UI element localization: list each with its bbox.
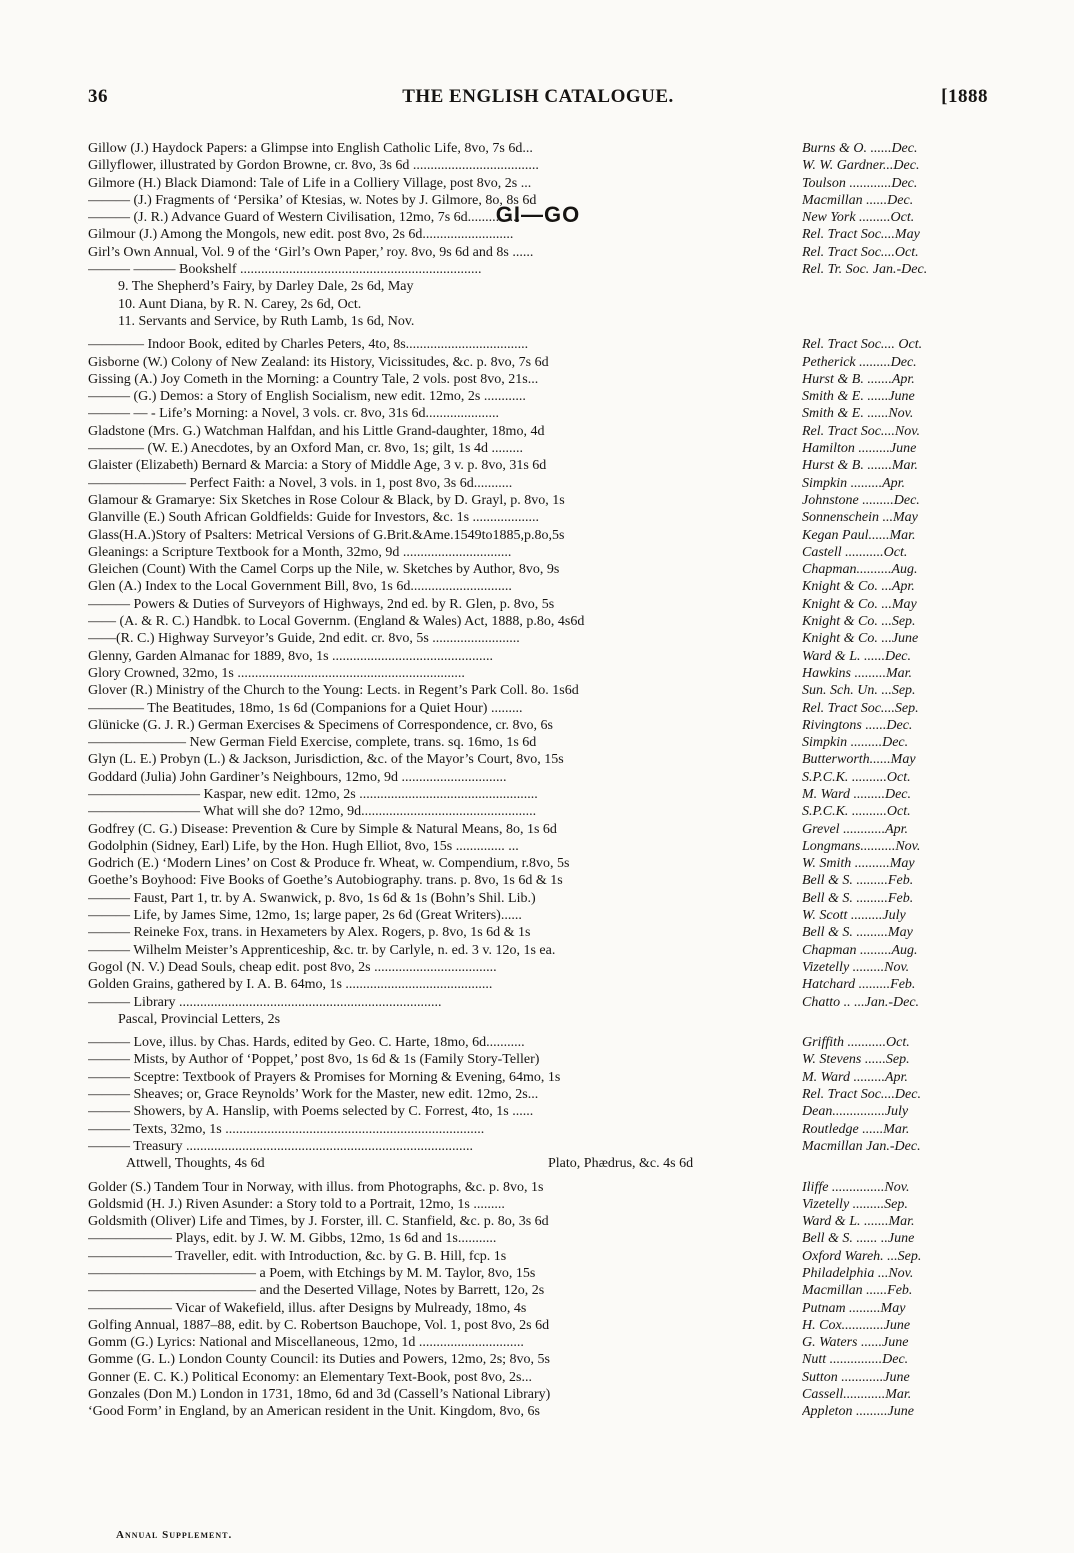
catalogue-entry bbox=[88, 1334, 988, 1351]
catalogue-entry bbox=[88, 803, 988, 820]
entry-title: ———————————— and the Deserted Village, Notes by Barrett, 12o, 2s bbox=[88, 1283, 545, 1299]
entry-title: ———————————— a Poem, with Etchings by M. M. Taylor, 8vo, 15s bbox=[88, 1266, 536, 1281]
running-header bbox=[88, 86, 988, 110]
catalogue-entry bbox=[88, 1248, 988, 1265]
entry-title: ———— (W. E.) Anecdotes, by an Oxford Man, cr. 8vo, 1s; gilt, 1s 4d ......... bbox=[88, 441, 523, 457]
entry-publisher: Rel. Tract Soc....Oct. bbox=[802, 244, 919, 260]
entry-title: ——— Mists, by Author of ‘Poppet,’ post 8vo, 1s 6d & 1s (Family Story-Teller) bbox=[88, 1052, 540, 1068]
entry-title: Girl’s Own Annual, Vol. 9 of the ‘Girl’s Own Paper,’ roy. 8vo, 9s 6d and 8s ...... bbox=[88, 244, 534, 260]
entry-title: Glanville (E.) South African Goldfields: Guide for Investors, &c. 1s ................... bbox=[88, 510, 540, 526]
catalogue-entry bbox=[88, 976, 988, 993]
entry-title: ——————— Perfect Faith: a Novel, 3 vols. in 1, post 8vo, 3s 6d........... bbox=[88, 475, 513, 491]
catalogue-entry bbox=[88, 1213, 988, 1230]
entry-title: ‘Good Form’ in England, by an American resident in the Unit. Kingdom, 8vo, 6s bbox=[88, 1404, 540, 1420]
entry-title: Gladstone (Mrs. G.) Watchman Halfdan, and his Little Grand-daughter, 18mo, 4d bbox=[88, 423, 545, 439]
catalogue-entry bbox=[88, 872, 988, 889]
entry-title: ——— (G.) Demos: a Story of English Socialism, new edit. 12mo, 2s ............ bbox=[88, 389, 526, 405]
entry-title: ———— The Beatitudes, 18mo, 1s 6d (Companions for a Quiet Hour) ......... bbox=[88, 700, 523, 716]
entry-title: Golder (S.) Tandem Tour in Norway, with illus. from Photographs, &c. p. 8vo, 1s bbox=[88, 1179, 544, 1195]
entry-publisher: Nutt ...............Dec. bbox=[802, 1352, 909, 1368]
entry-title: ——— Love, illus. by Chas. Hards, edited by Geo. C. Harte, 18mo, 6d........... bbox=[88, 1035, 525, 1051]
catalogue-entry bbox=[88, 1051, 988, 1068]
catalogue-entry bbox=[88, 388, 988, 405]
entry-publisher: Hurst & B. .......Mar. bbox=[802, 458, 918, 474]
entry-title: ——— (J. R.) Advance Guard of Western Civilisation, 12mo, 7s 6d............... bbox=[88, 210, 521, 226]
entry-publisher: Hamilton .........June bbox=[802, 441, 917, 457]
entry-title: Goldsmith (Oliver) Life and Times, by J. Forster, ill. C. Stanfield, &c. p. 8o, 3s 6d bbox=[88, 1214, 549, 1230]
entry-title: Gillyflower, illustrated by Gordon Browne, cr. 8vo, 3s 6d .................................... bbox=[88, 158, 539, 174]
entry-title: Golden Grains, gathered by I. A. B. 64mo, 1s .......................................... bbox=[88, 977, 493, 993]
catalogue-entry bbox=[88, 648, 988, 665]
catalogue-entry bbox=[88, 1351, 988, 1368]
entry-publisher: Kegan Paul......Mar. bbox=[802, 527, 916, 543]
catalogue-entry bbox=[88, 226, 988, 243]
catalogue-entry bbox=[88, 492, 988, 509]
catalogue-entry bbox=[88, 1103, 988, 1120]
entry-publisher: Butterworth......May bbox=[802, 752, 916, 768]
catalogue-entry bbox=[88, 821, 988, 838]
entry-publisher: Putnam .........May bbox=[802, 1300, 906, 1316]
entry-title: ——(R. C.) Highway Surveyor’s Guide, 2nd edit. cr. 8vo, 5s ......................... bbox=[88, 631, 520, 647]
catalogue-entry bbox=[88, 423, 988, 440]
entry-publisher: Knight & Co. ...May bbox=[802, 596, 917, 612]
entry-publisher: Bell & S. .........Feb. bbox=[802, 873, 914, 889]
entry-title: Godolphin (Sidney, Earl) Life, by the Hon. Hugh Elliot, 8vo, 15s .............. ... bbox=[88, 838, 519, 854]
catalogue-entry bbox=[88, 907, 988, 924]
catalogue-entry bbox=[88, 261, 988, 278]
catalogue-entry bbox=[88, 1034, 988, 1051]
entry-publisher: Petherick .........Dec. bbox=[802, 354, 917, 370]
catalogue-entry bbox=[88, 244, 988, 261]
catalogue-entry bbox=[88, 682, 988, 699]
catalogue-entries bbox=[88, 140, 988, 1421]
entry-title: Glory Crowned, 32mo, 1s ................................................................. bbox=[88, 665, 465, 681]
entry-title: ——— Treasury .................................................................................. bbox=[88, 1138, 474, 1154]
entry-publisher: Smith & E. ......June bbox=[802, 389, 915, 405]
catalogue-entry bbox=[88, 786, 988, 803]
entry-publisher: Toulson ............Dec. bbox=[802, 175, 918, 191]
entry-title: Gisborne (W.) Colony of New Zealand: its History, Vicissitudes, &c. p. 8vo, 7s 6d bbox=[88, 354, 549, 370]
catalogue-entry bbox=[88, 313, 988, 330]
entry-title: Gilmour (J.) Among the Mongols, new edit. post 8vo, 2s 6d.......................... bbox=[88, 227, 514, 243]
entry-publisher: M. Ward .........Apr. bbox=[802, 1069, 908, 1085]
catalogue-entry bbox=[88, 1121, 988, 1138]
entry-publisher: Sutton ............June bbox=[802, 1369, 910, 1385]
entry-title: ——— — - Life’s Morning: a Novel, 3 vols. cr. 8vo, 31s 6d..................... bbox=[88, 406, 500, 422]
catalogue-entry bbox=[88, 175, 988, 192]
page-number: 36 bbox=[88, 86, 108, 107]
catalogue-entry bbox=[88, 1138, 988, 1155]
entry-publisher: W. Scott .........July bbox=[802, 908, 906, 924]
entry-title: 10. Aunt Diana, by R. N. Carey, 2s 6d, Oct. bbox=[118, 296, 362, 312]
entry-title: ——— Texts, 32mo, 1s .......................................................................... bbox=[88, 1121, 485, 1137]
entry-title: Gleichen (Count) With the Camel Corps up the Nile, w. Sketches by Author, 8vo, 9s bbox=[88, 562, 560, 578]
entry-publisher: Macmillan Jan.-Dec. bbox=[802, 1138, 921, 1154]
entry-publisher: Simpkin .........Dec. bbox=[802, 735, 909, 751]
entry-title: ———— Indoor Book, edited by Charles Peters, 4to, 8s................................... bbox=[88, 337, 529, 353]
entry-title: ——— (J.) Fragments of ‘Persika’ of Ktesias, w. Notes by J. Gilmore, 8o, 8s 6d bbox=[88, 192, 537, 208]
entry-title: ——— Sceptre: Textbook of Prayers & Promises for Morning & Evening, 64mo, 1s bbox=[88, 1069, 561, 1085]
catalogue-entry bbox=[88, 994, 988, 1011]
entry-title: Glover (R.) Ministry of the Church to the Young: Lects. in Regent’s Park Coll. 8o. 1s6d bbox=[88, 683, 579, 699]
entry-publisher: Hatchard .........Feb. bbox=[802, 977, 916, 993]
catalogue-entry bbox=[88, 751, 988, 768]
section-heading: GI—GO bbox=[495, 202, 581, 227]
catalogue-entry bbox=[88, 1086, 988, 1103]
catalogue-entry bbox=[88, 838, 988, 855]
catalogue-entry bbox=[88, 1230, 988, 1247]
entry-title: ——————— New German Field Exercise, complete, trans. sq. 16mo, 1s 6d bbox=[88, 735, 537, 751]
entry-title: Gonner (E. C. K.) Political Economy: an Elementary Text-Book, post 8vo, 2s... bbox=[88, 1369, 532, 1385]
entry-publisher: Vizetelly .........Sep. bbox=[802, 1196, 908, 1212]
entry-title: Gissing (A.) Joy Cometh in the Morning: a Country Tale, 2 vols. post 8vo, 21s... bbox=[88, 371, 539, 387]
entry-publisher: Oxford Wareh. ...Sep. bbox=[802, 1248, 922, 1264]
entry-publisher: Burns & O. ......Dec. bbox=[802, 141, 918, 156]
entry-title: ———————— What will she do? 12mo, 9d.................................................. bbox=[88, 804, 537, 820]
entry-title: Glamour & Gramarye: Six Sketches in Rose Colour & Black, by D. Grayl, p. 8vo, 1s bbox=[88, 492, 565, 508]
entry-publisher: Knight & Co. ...June bbox=[802, 631, 919, 647]
entry-title: Gleanings: a Scripture Textbook for a Month, 32mo, 9d ............................... bbox=[88, 544, 512, 560]
catalogue-entry bbox=[88, 192, 988, 209]
entry-title: Goethe’s Boyhood: Five Books of Goethe’s Autobiography. trans. p. 8vo, 1s 6d & 1s bbox=[88, 873, 563, 889]
entry-title: ———————— Kaspar, new edit. 12mo, 2s ................................................... bbox=[88, 786, 538, 802]
catalogue-entry bbox=[88, 769, 988, 786]
entry-publisher: Sun. Sch. Un. ...Sep. bbox=[802, 683, 916, 699]
catalogue-entry bbox=[88, 1155, 988, 1172]
catalogue-entry bbox=[88, 630, 988, 647]
entry-publisher: W. Stevens ......Sep. bbox=[802, 1052, 910, 1068]
entry-title: Glen (A.) Index to the Local Government Bill, 8vo, 1s 6d............................. bbox=[88, 579, 512, 595]
catalogue-entry bbox=[88, 1282, 988, 1299]
entry-publisher: H. Cox............June bbox=[802, 1317, 911, 1333]
entry-title: Golfing Annual, 1887–88, edit. by C. Robertson Bauchope, Vol. 1, post 8vo, 2s 6d bbox=[88, 1317, 550, 1333]
entry-title: Godrich (E.) ‘Modern Lines’ on Cost & Produce fr. Wheat, w. Compendium, r.8vo, 5s bbox=[88, 856, 570, 872]
catalogue-entry bbox=[88, 717, 988, 734]
entry-title: ——— Life, by James Sime, 12mo, 1s; large paper, 2s 6d (Great Writers)...... bbox=[88, 908, 522, 924]
catalogue-entry bbox=[88, 1179, 988, 1196]
entry-publisher: Smith & E. ......Nov. bbox=[802, 406, 914, 422]
entry-publisher: W. W. Gardner...Dec. bbox=[802, 158, 920, 174]
entry-publisher: Simpkin .........Apr. bbox=[802, 475, 906, 491]
entry-publisher: Ward & L. ......Dec. bbox=[802, 648, 912, 664]
entry-publisher: Rivingtons ......Dec. bbox=[802, 717, 913, 733]
entry-publisher: Rel. Tract Soc....May bbox=[802, 227, 920, 243]
entry-title: Gilmore (H.) Black Diamond: Tale of Life in a Colliery Village, post 8vo, 2s ... bbox=[88, 175, 532, 191]
entry-publisher: G. Waters ......June bbox=[802, 1335, 909, 1351]
entry-title: 9. The Shepherd’s Fairy, by Darley Dale, 2s 6d, May bbox=[118, 279, 414, 295]
catalogue-entry bbox=[88, 1386, 988, 1403]
entry-title: Gomme (G. L.) London County Council: its Duties and Powers, 12mo, 2s; 8vo, 5s bbox=[88, 1352, 550, 1368]
entry-publisher: Sonnenschein ...May bbox=[802, 510, 918, 526]
entry-publisher: Hurst & B. .......Apr. bbox=[802, 371, 915, 387]
entry-publisher: Philadelphia ...Nov. bbox=[802, 1266, 914, 1281]
entry-title: Goddard (Julia) John Gardiner’s Neighbours, 12mo, 9d .............................. bbox=[88, 769, 507, 785]
entry-publisher: W. Smith ..........May bbox=[802, 856, 915, 872]
catalogue-entry bbox=[88, 700, 988, 717]
entry-publisher: Cassell............Mar. bbox=[802, 1387, 912, 1403]
entry-publisher: Rel. Tract Soc....Dec. bbox=[802, 1087, 921, 1103]
catalogue-entry bbox=[88, 336, 988, 353]
entry-publisher: Longmans..........Nov. bbox=[802, 838, 921, 854]
catalogue-entry bbox=[88, 596, 988, 613]
catalogue-entry bbox=[88, 440, 988, 457]
catalogue-entry bbox=[88, 561, 988, 578]
entry-title: Pascal, Provincial Letters, 2s bbox=[118, 1011, 281, 1027]
entry-publisher: Grevel ............Apr. bbox=[802, 821, 909, 837]
entry-title: Glenny, Garden Almanac for 1889, 8vo, 1s .............................................. bbox=[88, 648, 494, 664]
entry-publisher: S.P.C.K. ..........Oct. bbox=[802, 769, 911, 785]
entry-title: —————— Traveller, edit. with Introduction, &c. by G. B. Hill, fcp. 1s bbox=[88, 1248, 507, 1264]
entry-title: ——— Powers & Duties of Surveyors of Highways, 2nd ed. by R. Glen, p. 8vo, 5s bbox=[88, 596, 555, 612]
catalogue-entry bbox=[88, 1369, 988, 1386]
catalogue-entry bbox=[88, 405, 988, 422]
catalogue-entry bbox=[88, 1300, 988, 1317]
entry-publisher: Appleton .........June bbox=[802, 1404, 914, 1420]
catalogue-entry bbox=[88, 734, 988, 751]
catalogue-entry bbox=[88, 578, 988, 595]
catalogue-entry bbox=[88, 209, 988, 226]
catalogue-entry bbox=[88, 942, 988, 959]
catalogue-entry bbox=[88, 278, 988, 295]
entry-title: —————— Vicar of Wakefield, illus. after Designs by Mulready, 18mo, 4s bbox=[88, 1300, 527, 1316]
catalogue-entry bbox=[88, 140, 988, 157]
catalogue-entry bbox=[88, 509, 988, 526]
catalogue-entry bbox=[88, 855, 988, 872]
catalogue-entry bbox=[88, 1403, 988, 1420]
catalogue-entry bbox=[88, 527, 988, 544]
entry-publisher: Macmillan ......Dec. bbox=[802, 192, 914, 208]
entry-title: Godfrey (C. G.) Disease: Prevention & Cure by Simple & Natural Means, 8o, 1s 6d bbox=[88, 821, 557, 837]
catalogue-entry bbox=[88, 1011, 988, 1028]
catalogue-entry bbox=[88, 1317, 988, 1334]
entry-publisher: New York .........Oct. bbox=[802, 210, 915, 226]
entry-title: —————— Plays, edit. by J. W. M. Gibbs, 12mo, 1s 6d and 1s........... bbox=[88, 1231, 497, 1247]
entry-publisher: Routledge ......Mar. bbox=[802, 1121, 910, 1137]
entry-title: ——— Showers, by A. Hanslip, with Poems selected by C. Forrest, 4to, 1s ...... bbox=[88, 1104, 534, 1120]
entry-publisher: Chapman .........Aug. bbox=[802, 942, 918, 958]
entry-title: ——— Library ........................................................................... bbox=[88, 994, 442, 1010]
entry-publisher: Chatto .. ...Jan.-Dec. bbox=[802, 994, 920, 1010]
entry-title: Gogol (N. V.) Dead Souls, cheap edit. post 8vo, 2s ................................... bbox=[88, 959, 497, 975]
entry-publisher: Hawkins .........Mar. bbox=[802, 665, 913, 681]
catalogue-entry bbox=[88, 371, 988, 388]
entry-publisher: Rel. Tract Soc....Sep. bbox=[802, 700, 919, 716]
catalogue-entry bbox=[88, 665, 988, 682]
entry-publisher: Macmillan ......Feb. bbox=[802, 1283, 913, 1299]
entry-publisher: Ward & L. .......Mar. bbox=[802, 1214, 915, 1230]
catalogue-entry bbox=[88, 1265, 988, 1282]
entry-title: —— (A. & R. C.) Handbk. to Local Governm. (England & Wales) Act, 1888, p.8o, 4s6d bbox=[88, 614, 585, 630]
catalogue-entry bbox=[88, 613, 988, 630]
catalogue-entry bbox=[88, 890, 988, 907]
entry-publisher: Rel. Tr. Soc. Jan.-Dec. bbox=[802, 262, 928, 278]
catalogue-title: THE ENGLISH CATALOGUE. bbox=[402, 86, 674, 107]
entry-title: Glass(H.A.)Story of Psalters: Metrical Versions of G.Brit.&Ame.1549to1885,p.8o,5s bbox=[88, 527, 565, 543]
entry-publisher: Bell & S. ...... ..June bbox=[802, 1231, 915, 1247]
entry-title: ——— Faust, Part 1, tr. by A. Swanwick, p. 8vo, 1s 6d & 1s (Bohn’s Shil. Lib.) bbox=[88, 890, 536, 906]
entry-title: 11. Servants and Service, by Ruth Lamb, 1s 6d, Nov. bbox=[118, 313, 415, 329]
entry-title: ——— Reineke Fox, trans. in Hexameters by Alex. Rogers, p. 8vo, 1s 6d & 1s bbox=[88, 925, 531, 941]
entry-title: Glyn (L. E.) Probyn (L.) & Jackson, Jurisdiction, &c. of the Mayor’s Court, 8vo, 15s bbox=[88, 752, 564, 768]
entry-title: Gonzales (Don M.) London in 1731, 18mo, 6d and 3d (Cassell’s National Library) bbox=[88, 1387, 551, 1403]
catalogue-entry bbox=[88, 924, 988, 941]
catalogue-entry bbox=[88, 1196, 988, 1213]
entry-publisher: Griffith ...........Oct. bbox=[802, 1035, 910, 1051]
catalogue-entry bbox=[88, 1069, 988, 1086]
entry-title: Glünicke (G. J. R.) German Exercises & Specimens of Correspondence, cr. 8vo, 6s bbox=[88, 717, 553, 733]
entry-publisher: Iliffe ...............Nov. bbox=[802, 1179, 910, 1195]
catalogue-entry bbox=[88, 157, 988, 174]
entry-publisher: Bell & S. .........May bbox=[802, 925, 913, 941]
catalogue-entry bbox=[88, 959, 988, 976]
year-marker: [1888 bbox=[941, 86, 988, 107]
entry-publisher: Rel. Tract Soc....Nov. bbox=[802, 423, 920, 439]
entry-publisher: Bell & S. .........Feb. bbox=[802, 890, 914, 906]
entry-publisher: Castell ...........Oct. bbox=[802, 544, 908, 560]
entry-publisher: M. Ward .........Dec. bbox=[802, 786, 912, 802]
entry-publisher: Rel. Tract Soc.... Oct. bbox=[802, 337, 923, 353]
entry-publisher: Vizetelly .........Nov. bbox=[802, 959, 910, 975]
catalogue-entry bbox=[88, 296, 988, 313]
entry-title: ——— Wilhelm Meister’s Apprenticeship, &c. tr. by Carlyle, n. ed. 3 v. 12o, 1s ea. bbox=[88, 942, 556, 958]
catalogue-entry bbox=[88, 354, 988, 371]
catalogue-entry bbox=[88, 457, 988, 474]
catalogue-entry bbox=[88, 544, 988, 561]
entry-publisher: Chapman..........Aug. bbox=[802, 562, 918, 578]
entry-publisher: Knight & Co. ...Sep. bbox=[802, 614, 916, 630]
entry-title: Goldsmid (H. J.) Riven Asunder: a Story told to a Portrait, 12mo, 1s ......... bbox=[88, 1196, 505, 1212]
entry-title: Attwell, Thoughts, 4s 6d bbox=[126, 1156, 265, 1172]
entry-publisher: Johnstone .........Dec. bbox=[802, 492, 920, 508]
entry-publisher: Dean...............July bbox=[802, 1104, 909, 1120]
entry-publisher: Knight & Co. ...Apr. bbox=[802, 579, 915, 595]
footer-signature: Annual Supplement. bbox=[116, 1529, 233, 1541]
entry-title: Gillow (J.) Haydock Papers: a Glimpse into English Catholic Life, 8vo, 7s 6d... bbox=[88, 141, 533, 156]
entry-title-second: Plato, Phædrus, &c. 4s 6d bbox=[548, 1156, 694, 1172]
entry-title: Glaister (Elizabeth) Bernard & Marcia: a Story of Middle Age, 3 v. p. 8vo, 31s 6d bbox=[88, 458, 547, 474]
entry-title: Gomm (G.) Lyrics: National and Miscellaneous, 12mo, 1d .............................. bbox=[88, 1335, 524, 1351]
entry-title: ——— Sheaves; or, Grace Reynolds’ Work for the Master, new edit. 12mo, 2s... bbox=[88, 1087, 539, 1103]
entry-publisher: S.P.C.K. ..........Oct. bbox=[802, 804, 911, 820]
catalogue-entry bbox=[88, 475, 988, 492]
entry-title: ——— ——— Bookshelf ..................................................................... bbox=[88, 262, 482, 278]
